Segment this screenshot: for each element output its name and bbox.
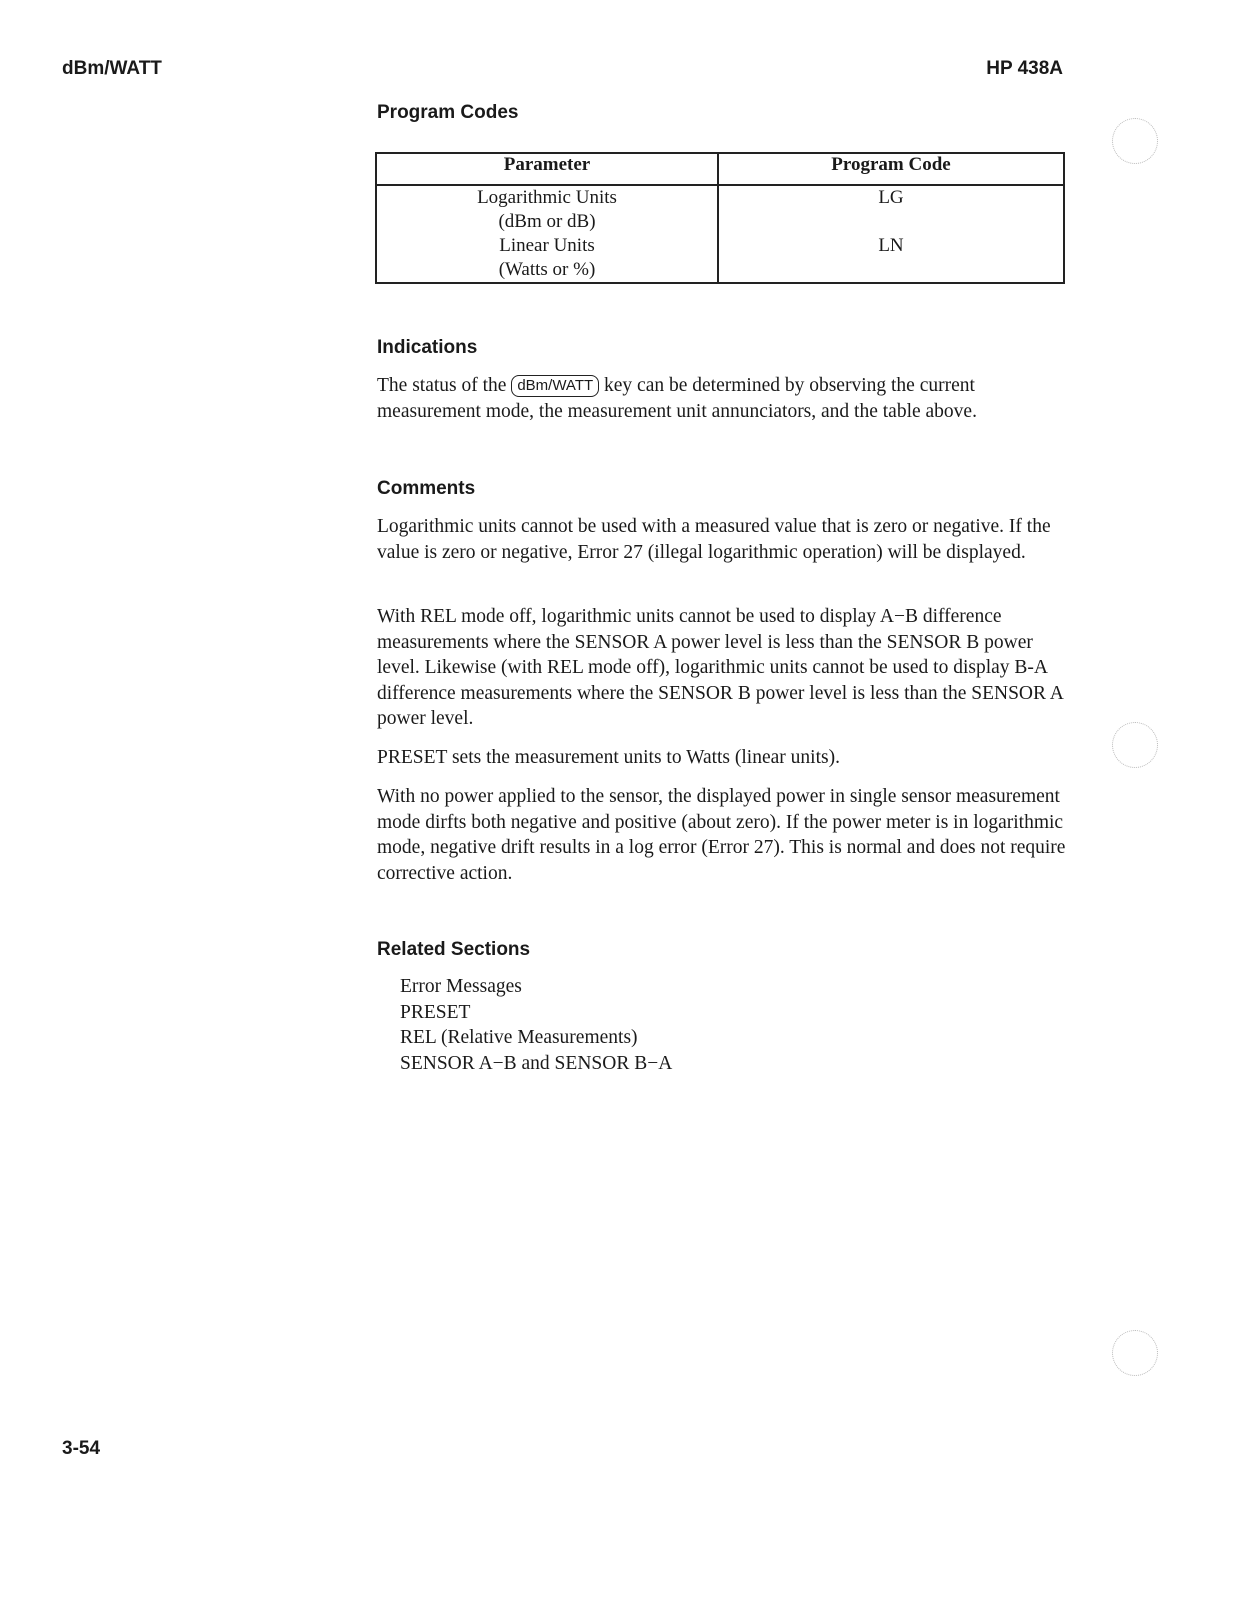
parameter-name: Linear Units (499, 235, 595, 256)
comments-paragraph: PRESET sets the measurement units to Watts (linear units). (377, 747, 840, 768)
table-header-row (376, 153, 1064, 185)
binder-hole-icon (1112, 1330, 1158, 1376)
parameter-name: Logarithmic Units (477, 187, 617, 208)
comments-paragraph: With no power applied to the sensor, the displayed power in single sensor measurement mode dirfts both negative and positive (about zero). If the power meter is in logarithmic mode, negative drift results in a log error (Error 27). This is normal and does not require corrective action. (377, 786, 1066, 884)
parameter-cell (376, 234, 718, 283)
binder-hole-icon (1112, 118, 1158, 164)
parameter-units: (Watts or %) (498, 259, 596, 280)
indications-text-before: The status of the (377, 375, 512, 396)
indications-paragraph (377, 373, 1067, 424)
dbm-watt-key-icon: dBm/WATT (511, 375, 599, 397)
parameter-cell (376, 185, 718, 234)
parameter-units: (dBm or dB) (498, 211, 596, 232)
related-section-item: PRESET (400, 1001, 471, 1023)
binder-hole-icon (1112, 722, 1158, 768)
running-header-model: HP 438A (986, 58, 1063, 79)
program-codes-table (375, 152, 1065, 284)
comments-paragraph: With REL mode off, logarithmic units cannot be used to display A−B difference measurements where the SENSOR A power level is less than the SENSOR B power level. Likewise (with REL mode off), logarithmic units cannot be used to display B-A difference measurements where the SENSOR B power level is less than the SENSOR A power level. (377, 606, 1063, 730)
related-section-item: SENSOR A−B and SENSOR B−A (400, 1052, 673, 1074)
column-header-program-code: Program Code (718, 153, 1064, 185)
page-number: 3-54 (62, 1438, 101, 1459)
running-header-section: dBm/WATT (62, 58, 162, 79)
related-section-item: REL (Relative Measurements) (400, 1027, 638, 1049)
indications-heading: Indications (377, 337, 478, 358)
column-header-parameter: Parameter (376, 153, 718, 185)
program-codes-heading: Program Codes (377, 102, 519, 123)
indications-text-after: key can be determined by observing the current measurement mode, the measurement unit annunciators, and the table above. (377, 375, 977, 422)
related-sections-heading: Related Sections (377, 939, 531, 960)
program-code-cell: LG (718, 185, 1064, 234)
related-sections-list (400, 974, 672, 1076)
table-row (376, 234, 1064, 283)
comments-paragraph: Logarithmic units cannot be used with a measured value that is zero or negative. If the value is zero or negative, Error 27 (illegal logarithmic operation) will be displayed. (377, 516, 1051, 563)
program-code-cell: LN (718, 234, 1064, 283)
table-row (376, 185, 1064, 234)
comments-heading: Comments (377, 478, 476, 499)
related-section-item: Error Messages (400, 976, 522, 997)
